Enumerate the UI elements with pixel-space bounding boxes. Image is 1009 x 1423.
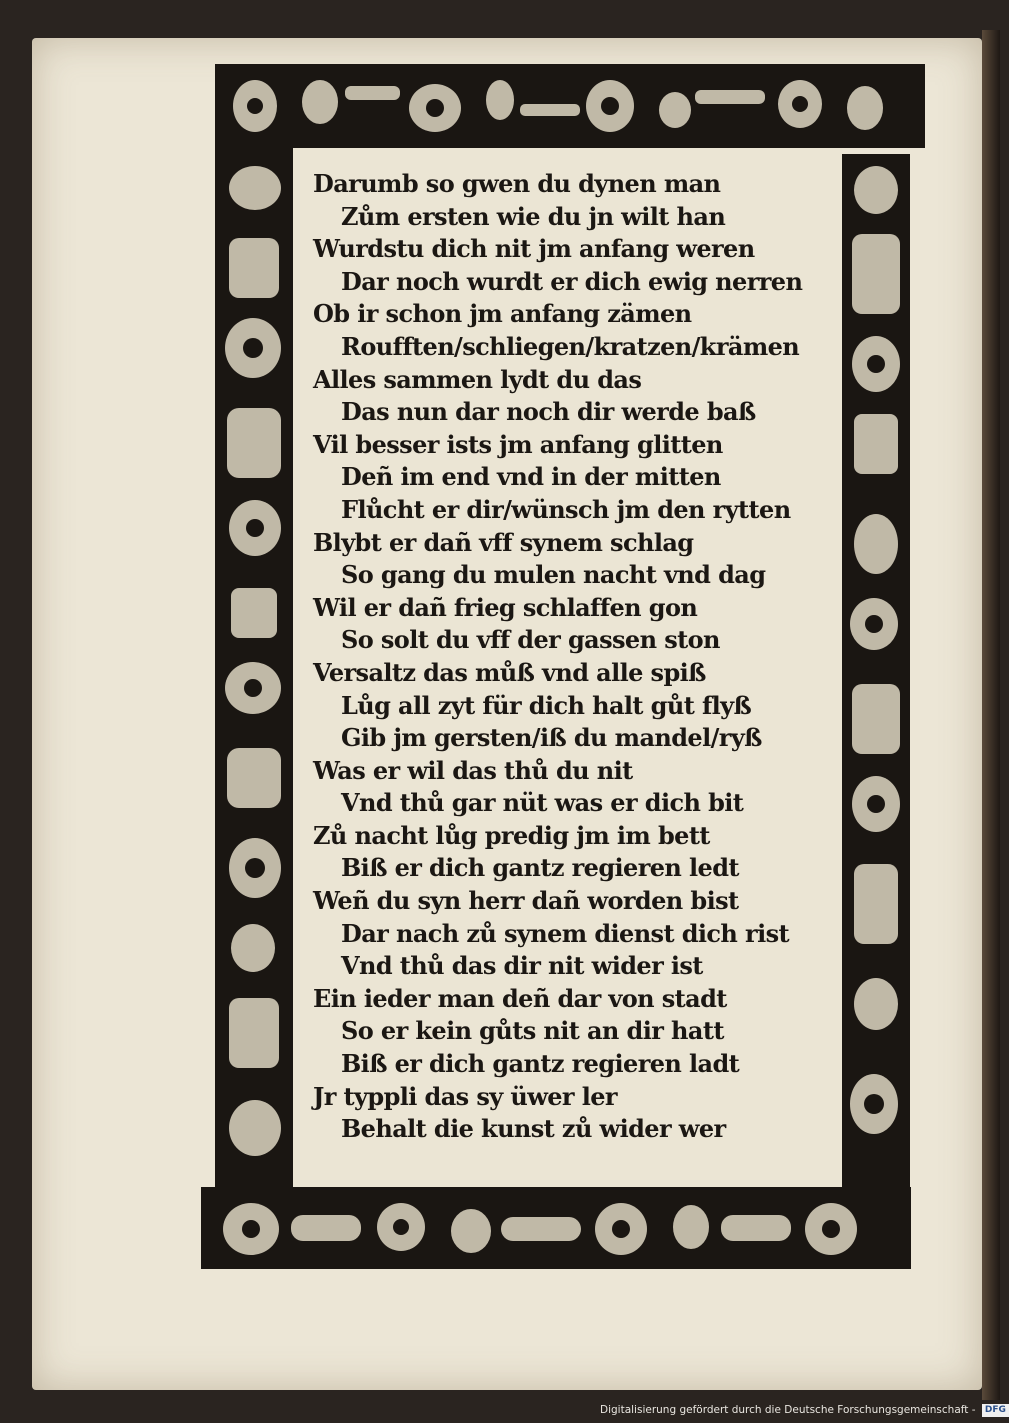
verse-line: Roufften/schliegen/kratzen/krämen (341, 331, 800, 361)
digitization-credit (600, 1401, 1006, 1419)
woodcut-border-right (842, 154, 910, 1187)
woodcut-border-bottom (201, 1187, 911, 1269)
verse-line: Jr typpli das sy üwer ler (313, 1081, 617, 1111)
dfg-logo: DFG (982, 1404, 1009, 1417)
poem-text (313, 168, 838, 1146)
verse-line: Das nun dar noch dir werde baß (341, 397, 756, 427)
verse-line: Biß er dich gantz regieren ladt (341, 1049, 740, 1079)
credit-text: Digitalisierung gefördert durch die Deutsche Forschungsgemeinschaft - (600, 1404, 976, 1416)
verse-line: Alles sammen lydt du das (313, 364, 642, 394)
verse-line: So gang du mulen nacht vnd dag (341, 560, 766, 590)
verse-line: Ob ir schon jm anfang zämen (313, 299, 692, 329)
verse-line: Vnd thů das dir nit wider ist (341, 951, 703, 981)
verse-line: So solt du vff der gassen ston (341, 625, 720, 655)
woodcut-border-left (215, 148, 293, 1187)
verse-line: Ein ieder man deñ dar von stadt (313, 983, 727, 1013)
verse-line: Wurdstu dich nit jm anfang weren (313, 234, 755, 264)
verse-line: Blybt er dañ vff synem schlag (313, 527, 694, 557)
woodcut-border-top (215, 64, 925, 148)
verse-line: Darumb so gwen du dynen man (313, 169, 721, 198)
verse-line: Weñ du syn herr dañ worden bist (313, 886, 739, 916)
verse-line: So er kein gůts nit an dir hatt (341, 1016, 724, 1046)
verse-line: Deñ im end vnd in der mitten (341, 462, 721, 492)
verse-line: Vil besser ists jm anfang glitten (313, 429, 723, 459)
verse-line: Dar nach zů synem dienst dich rist (341, 918, 789, 948)
verse-line: Vnd thů gar nüt was er dich bit (341, 788, 744, 818)
verse-line: Lůg all zyt für dich halt gůt flyß (341, 690, 752, 720)
verse-line: Zů nacht lůg predig jm im bett (313, 820, 710, 850)
verse-line: Zům ersten wie du jn wilt han (341, 201, 726, 231)
verse-line: Versaltz das můß vnd alle spiß (313, 657, 706, 687)
verse-line: Dar noch wurdt er dich ewig nerren (341, 266, 803, 296)
verse-line: Wil er dañ frieg schlaffen gon (313, 592, 698, 622)
verse-line: Biß er dich gantz regieren ledt (341, 853, 739, 883)
book-edge (982, 30, 1000, 1400)
verse-line: Was er wil das thů du nit (313, 755, 633, 785)
verse-line: Flůcht er dir/wünsch jm den rytten (341, 494, 791, 524)
verse-line: Behalt die kunst zů wider wer (341, 1114, 726, 1144)
verse-line: Gib jm gersten/iß du mandel/ryß (341, 723, 762, 753)
